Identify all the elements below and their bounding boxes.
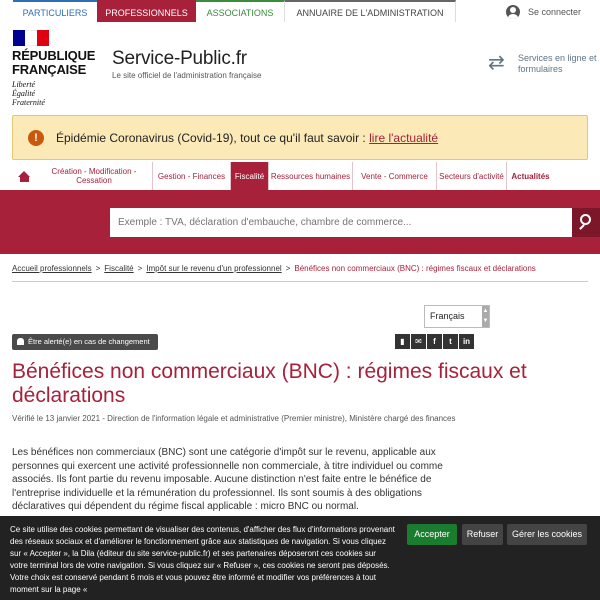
alert-message: Épidémie Coronavirus (Covid-19), tout ce qu'il faut savoir : lire l'actualité — [56, 130, 439, 145]
tab-annuaire[interactable]: ANNUAIRE DE L'ADMINISTRATION — [284, 0, 456, 22]
search-button[interactable] — [572, 208, 600, 237]
subscribe-alert-button[interactable]: Être alerté(e) en cas de changement — [12, 334, 158, 350]
page-title: Bénéfices non commerciaux (BNC) : régimes fiscaux et déclarations — [12, 360, 527, 407]
flag-icon — [13, 30, 49, 46]
main-nav — [12, 162, 588, 190]
breadcrumb-link[interactable]: Impôt sur le revenu d'un professionnel — [146, 264, 282, 273]
cookie-text: Ce site utilise des cookies permettant de visualiser des contenus, d'afficher des flux d'informations provenant des réseaux sociaux et d'améliorer le fonctionnement grâce aux statistiques de navigation. Si vous cliquez sur « Accepter », la Dila (éditeur du site service-public.fr) et ses partenaires déposeront ces cookies sur votre terminal lors de votre navigation. Si vous cliquez sur « Refuser », ces cookies ne seront pas déposés. Votre choix est conservé pendant 6 mois et vous pouvez être informé et modifier vos préférences à tout moment sur la page « — [10, 525, 395, 594]
nav-item-secteurs[interactable]: Secteurs d'activité — [436, 162, 506, 190]
language-value: Français — [430, 311, 465, 321]
breadcrumb-current: Bénéfices non commerciaux (BNC) : régimes fiscaux et déclarations — [294, 264, 536, 273]
republique-logo[interactable] — [12, 30, 102, 110]
linkedin-icon[interactable]: in — [459, 334, 474, 349]
share-bar — [395, 334, 474, 349]
breadcrumb-link[interactable]: Accueil professionnels — [12, 264, 92, 273]
chevron-updown-icon: ▲ ▼ — [482, 306, 489, 327]
connect-label: Se connecter — [528, 7, 582, 17]
cookie-banner — [0, 516, 600, 600]
user-icon — [506, 5, 520, 19]
twitter-icon[interactable]: t — [443, 334, 458, 349]
alert-link[interactable]: lire l'actualité — [369, 130, 439, 145]
nav-home[interactable] — [12, 162, 36, 190]
nav-item-fiscalite[interactable]: Fiscalité — [230, 162, 268, 190]
search-icon — [580, 214, 591, 225]
connect-link[interactable] — [506, 4, 581, 20]
services-label: Services en ligne et formulaires — [518, 53, 597, 74]
breadcrumb: Accueil professionnels > Fiscalité > Impôt sur le revenu d'un professionnel > Bénéfices non commerciaux (BNC) : régimes fiscaux et déclarations — [12, 264, 536, 273]
refuse-cookies-button[interactable]: Refuser — [462, 524, 503, 545]
swap-arrows-icon: ⇄ — [488, 52, 505, 74]
meta-source: - Direction de l'information légale et administrative (Premier ministre), Ministère chargé des finances — [100, 414, 456, 423]
accept-cookies-button[interactable]: Accepter — [407, 524, 457, 545]
breadcrumb-link[interactable]: Fiscalité — [104, 264, 134, 273]
language-select[interactable] — [424, 305, 490, 328]
page-meta — [12, 413, 592, 424]
bell-icon — [17, 338, 24, 345]
services-link[interactable] — [488, 53, 598, 75]
search-input[interactable] — [110, 208, 572, 237]
email-icon[interactable]: ✉ — [411, 334, 426, 349]
site-name: Service-Public.fr — [112, 48, 247, 69]
print-icon[interactable]: ▮ — [395, 334, 410, 349]
nav-item-creation[interactable]: Création - Modification - Cessation — [51, 167, 137, 185]
home-icon — [18, 171, 31, 182]
tab-professionnels[interactable]: PROFESSIONNELS — [97, 0, 196, 22]
republique-motto: Liberté Égalité Fraternité — [12, 80, 45, 107]
republique-name: RÉPUBLIQUE FRANÇAISE — [12, 48, 96, 77]
tab-associations[interactable]: ASSOCIATIONS — [196, 0, 284, 22]
facebook-icon[interactable]: f — [427, 334, 442, 349]
nav-item-actualites[interactable]: Actualités — [506, 162, 554, 190]
exclamation-icon: ! — [28, 130, 44, 146]
site-tagline: Le site officiel de l'administration française — [112, 71, 262, 80]
nav-item-vente[interactable]: Vente - Commerce — [352, 162, 436, 190]
divider — [12, 281, 588, 282]
nav-item-rh[interactable]: Ressources humaines — [268, 162, 352, 190]
nav-item-gestion[interactable]: Gestion - Finances — [152, 162, 230, 190]
verified-date: Vérifié le 13 janvier 2021 — [12, 414, 101, 423]
intro-paragraph: Les bénéfices non commerciaux (BNC) sont une catégorie d'impôt sur le revenu, applicable aux personnes qui exercent une activité professionnelle non commerciale, à titre individuel ou comme associés. Ils font partie du revenu imposable. Aucune distinction n'est faite entre le bénéfice de l'entreprise individuelle et la rémunération du professionnel. Ils sont soumis à des obligations déclaratives qui dépendent du régime fiscal applicable : micro BNC ou normal. — [12, 447, 443, 512]
covid-alert — [12, 115, 588, 160]
site-brand[interactable] — [112, 48, 261, 80]
manage-cookies-button[interactable]: Gérer les cookies — [507, 524, 587, 545]
tab-particuliers[interactable]: PARTICULIERS — [13, 0, 97, 22]
